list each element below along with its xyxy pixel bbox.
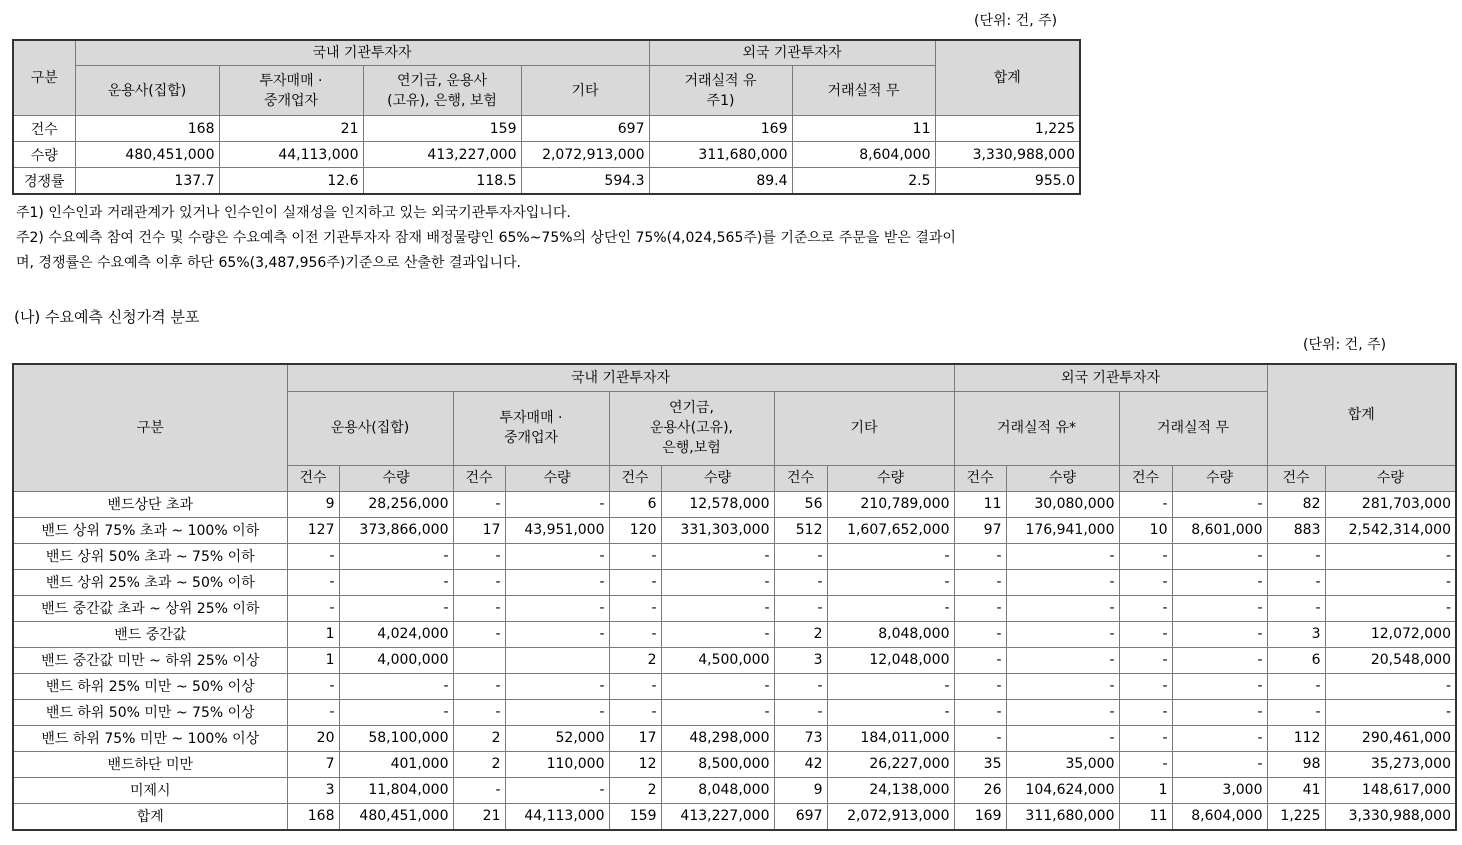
table-cell: -: [453, 777, 505, 803]
table-cell: 4,000,000: [339, 647, 453, 673]
table-row: [13, 517, 1456, 543]
table-cell: 8,601,000: [1172, 517, 1267, 543]
table-cell: 12,578,000: [661, 491, 774, 517]
table-cell: 210,789,000: [827, 491, 954, 517]
t2-subheader-0: [287, 391, 453, 465]
table-cell: -: [609, 621, 661, 647]
table-cell: -: [1172, 491, 1267, 517]
count-header: 건수: [954, 465, 1006, 491]
table-cell: 97: [954, 517, 1006, 543]
table-cell: 44,113,000: [505, 803, 609, 830]
table-cell: 2.5: [792, 168, 935, 195]
table-cell: 159: [609, 803, 661, 830]
table2-unit-label: (단위: 건, 주): [1303, 337, 1387, 353]
table-cell: 20: [287, 725, 339, 751]
table-cell: 401,000: [339, 751, 453, 777]
table-cell: 413,227,000: [661, 803, 774, 830]
table-cell: -: [954, 699, 1006, 725]
table-cell: -: [954, 647, 1006, 673]
table-cell: -: [1325, 699, 1456, 725]
table-cell: 7: [287, 751, 339, 777]
table-cell: -: [453, 699, 505, 725]
table-cell: -: [505, 621, 609, 647]
table-cell: 1,225: [935, 116, 1080, 142]
price-distribution-table: [12, 363, 1457, 831]
table-cell: -: [1325, 673, 1456, 699]
table1-unit-label: (단위: 건, 주): [974, 13, 1058, 29]
table-row: [13, 621, 1456, 647]
table-cell: 21: [219, 116, 363, 142]
table-cell: -: [954, 673, 1006, 699]
table-cell: 9: [774, 777, 827, 803]
table-cell: -: [609, 595, 661, 621]
table-cell: -: [1006, 673, 1119, 699]
table-cell: 9: [287, 491, 339, 517]
table-cell: 148,617,000: [1325, 777, 1456, 803]
table-cell: 41: [1267, 777, 1325, 803]
table-cell: -: [1172, 725, 1267, 751]
table-cell: 3,330,988,000: [935, 142, 1080, 168]
table-cell: 28,256,000: [339, 491, 453, 517]
table-cell: 30,080,000: [1006, 491, 1119, 517]
table-cell: -: [1119, 725, 1172, 751]
table-row: [13, 751, 1456, 777]
table-cell: -: [1119, 699, 1172, 725]
table-cell: 168: [287, 803, 339, 830]
table-cell: -: [661, 569, 774, 595]
table-cell: -: [827, 699, 954, 725]
table-cell: -: [827, 569, 954, 595]
table-cell: 26,227,000: [827, 751, 954, 777]
qty-header: 수량: [505, 465, 609, 491]
table-cell: 176,941,000: [1006, 517, 1119, 543]
table-cell: 480,451,000: [339, 803, 453, 830]
table-cell: -: [1172, 621, 1267, 647]
count-header: 건수: [774, 465, 827, 491]
investor-summary-table: [12, 39, 1081, 195]
table-cell: 512: [774, 517, 827, 543]
subheader-3-line: 기타: [571, 82, 599, 99]
table-cell: -: [1172, 647, 1267, 673]
table-cell: -: [505, 777, 609, 803]
header-foreign: 외국 기관투자자: [649, 40, 935, 66]
table-cell: 6: [1267, 647, 1325, 673]
footnote-2: 주2) 수요예측 참여 건수 및 수량은 수요예측 이전 기관투자자 잠재 배정물량인 65%~75%의 상단인 75%(4,024,565주)를 기준으로 주문을 받은 결과이: [16, 230, 956, 246]
t2-subheader-1: [453, 391, 609, 465]
table-cell: -: [339, 543, 453, 569]
table-cell: 127: [287, 517, 339, 543]
table-cell: 35,000: [1006, 751, 1119, 777]
row-label: 밴드 상위 75% 초과 ~ 100% 이하: [13, 517, 287, 543]
table-cell: -: [954, 569, 1006, 595]
table-cell: 17: [609, 725, 661, 751]
table-cell: 112: [1267, 725, 1325, 751]
row-label: 밴드 중간값 초과 ~ 상위 25% 이하: [13, 595, 287, 621]
footnote-1: 주1) 인수인과 거래관계가 있거나 인수인이 실재성을 인지하고 있는 외국기관투자자입니다.: [16, 205, 571, 221]
table-cell: [505, 647, 609, 673]
table-cell: -: [1119, 647, 1172, 673]
table-cell: 8,048,000: [661, 777, 774, 803]
table-cell: 48,298,000: [661, 725, 774, 751]
table-cell: 594.3: [521, 168, 649, 195]
table-row: [13, 142, 1080, 168]
table-cell: 168: [75, 116, 219, 142]
table-cell: 2,542,314,000: [1325, 517, 1456, 543]
table-cell: -: [661, 699, 774, 725]
table-cell: -: [453, 621, 505, 647]
table-cell: -: [1325, 595, 1456, 621]
table-cell: -: [661, 543, 774, 569]
table-cell: 24,138,000: [827, 777, 954, 803]
footnote-2-cont: 며, 경쟁률은 수요예측 이후 하단 65%(3,487,956주)기준으로 산출한 결과입니다.: [16, 255, 521, 271]
t2-subheader-5: [1119, 391, 1267, 465]
row-label: 밴드 상위 50% 초과 ~ 75% 이하: [13, 543, 287, 569]
row-label: 밴드 하위 75% 미만 ~ 100% 이상: [13, 725, 287, 751]
table-cell: 1,607,652,000: [827, 517, 954, 543]
table-cell: -: [505, 699, 609, 725]
row-label: 밴드 하위 25% 미만 ~ 50% 이상: [13, 673, 287, 699]
table-cell: 98: [1267, 751, 1325, 777]
subheader-0: [75, 66, 219, 116]
table-cell: 8,604,000: [1172, 803, 1267, 830]
subheader-3: [521, 66, 649, 116]
table-cell: -: [1172, 569, 1267, 595]
table-row: [13, 803, 1456, 830]
subheader-2-line: (고유), 은행, 보험: [387, 92, 497, 109]
table-cell: 120: [609, 517, 661, 543]
t2-subheader-4-line: 거래실적 유*: [996, 420, 1077, 436]
table-cell: -: [1172, 751, 1267, 777]
table-cell: 43,951,000: [505, 517, 609, 543]
table-cell: 169: [954, 803, 1006, 830]
table-cell: 89.4: [649, 168, 792, 195]
table-cell: 6: [609, 491, 661, 517]
table-cell: -: [339, 673, 453, 699]
row-label: 밴드 중간값: [13, 621, 287, 647]
table-cell: 35: [954, 751, 1006, 777]
table-cell: 3: [774, 647, 827, 673]
t2-subheader-2-line: 운용사(고유),: [650, 420, 733, 436]
table-cell: -: [827, 543, 954, 569]
table-cell: -: [1172, 595, 1267, 621]
t2-header-domestic: 국내 기관투자자: [287, 364, 954, 391]
table-cell: -: [1119, 673, 1172, 699]
table-cell: 480,451,000: [75, 142, 219, 168]
row-label: 경쟁률: [13, 168, 75, 195]
row-label: 밴드 상위 25% 초과 ~ 50% 이하: [13, 569, 287, 595]
table-cell: -: [1006, 647, 1119, 673]
row-label: 수량: [13, 142, 75, 168]
table-cell: 2,072,913,000: [521, 142, 649, 168]
table-cell: -: [287, 595, 339, 621]
table-cell: 3: [287, 777, 339, 803]
table-cell: 2: [453, 725, 505, 751]
row-label: 밴드상단 초과: [13, 491, 287, 517]
table-cell: 104,624,000: [1006, 777, 1119, 803]
table-cell: 82: [1267, 491, 1325, 517]
table-cell: -: [453, 595, 505, 621]
table-cell: -: [453, 491, 505, 517]
table-cell: 4,024,000: [339, 621, 453, 647]
count-header: 건수: [287, 465, 339, 491]
table-cell: 697: [774, 803, 827, 830]
table-cell: 8,604,000: [792, 142, 935, 168]
table-cell: 955.0: [935, 168, 1080, 195]
table-row: [13, 725, 1456, 751]
table-cell: -: [954, 543, 1006, 569]
count-header: 건수: [609, 465, 661, 491]
table-cell: 281,703,000: [1325, 491, 1456, 517]
table-cell: -: [453, 569, 505, 595]
table-cell: 8,048,000: [827, 621, 954, 647]
table-cell: -: [1267, 569, 1325, 595]
table-cell: 26: [954, 777, 1006, 803]
table-cell: 44,113,000: [219, 142, 363, 168]
table-cell: -: [1006, 725, 1119, 751]
count-header: 건수: [453, 465, 505, 491]
table-cell: -: [661, 673, 774, 699]
table-cell: 1: [287, 621, 339, 647]
qty-header: 수량: [1172, 465, 1267, 491]
table-cell: -: [1119, 491, 1172, 517]
subheader-5: [792, 66, 935, 116]
table-cell: 373,866,000: [339, 517, 453, 543]
table-cell: -: [1006, 621, 1119, 647]
table-cell: -: [1172, 543, 1267, 569]
table-cell: 11: [1119, 803, 1172, 830]
table-cell: 12.6: [219, 168, 363, 195]
table-cell: -: [954, 621, 1006, 647]
table-cell: -: [1267, 699, 1325, 725]
table-cell: 11: [954, 491, 1006, 517]
subheader-4: [649, 66, 792, 116]
t2-subheader-1-line: 중개업자: [503, 430, 559, 446]
count-header: 건수: [1119, 465, 1172, 491]
qty-header: 수량: [661, 465, 774, 491]
table-cell: -: [505, 543, 609, 569]
table-cell: -: [339, 699, 453, 725]
row-label: 건수: [13, 116, 75, 142]
table-cell: -: [1006, 543, 1119, 569]
table-cell: -: [1119, 595, 1172, 621]
table-cell: -: [287, 569, 339, 595]
table-cell: -: [774, 673, 827, 699]
t2-subheader-2-line: 연기금,: [668, 400, 715, 416]
table-cell: -: [1006, 595, 1119, 621]
table-cell: -: [609, 569, 661, 595]
table-cell: -: [1119, 751, 1172, 777]
table-cell: -: [1267, 595, 1325, 621]
table-cell: 42: [774, 751, 827, 777]
table-cell: 56: [774, 491, 827, 517]
table-cell: 10: [1119, 517, 1172, 543]
table-cell: -: [1119, 543, 1172, 569]
table-cell: 8,500,000: [661, 751, 774, 777]
subheader-1-line: 투자매매 ·: [259, 72, 323, 89]
table-cell: -: [339, 569, 453, 595]
table-cell: -: [774, 595, 827, 621]
table-cell: -: [1119, 569, 1172, 595]
table-cell: 21: [453, 803, 505, 830]
table-cell: 331,303,000: [661, 517, 774, 543]
t2-subheader-2: [609, 391, 774, 465]
qty-header: 수량: [1325, 465, 1456, 491]
t2-subheader-0-line: 운용사(집합): [330, 420, 410, 436]
table-row: [13, 491, 1456, 517]
table-cell: -: [1172, 673, 1267, 699]
table-cell: 311,680,000: [649, 142, 792, 168]
table-cell: -: [774, 699, 827, 725]
table-cell: -: [1006, 699, 1119, 725]
table-cell: -: [453, 543, 505, 569]
table-cell: 35,273,000: [1325, 751, 1456, 777]
table-cell: -: [505, 569, 609, 595]
table-cell: -: [287, 543, 339, 569]
section-title: (나) 수요예측 신청가격 분포: [14, 308, 200, 326]
row-label: 밴드 하위 50% 미만 ~ 75% 이상: [13, 699, 287, 725]
t2-subheader-1-line: 투자매매 ·: [499, 410, 563, 426]
table-cell: 11,804,000: [339, 777, 453, 803]
row-label: 미제시: [13, 777, 287, 803]
t2-header-foreign: 외국 기관투자자: [954, 364, 1267, 391]
table-row: [13, 543, 1456, 569]
table-cell: -: [505, 491, 609, 517]
table-cell: -: [609, 543, 661, 569]
table-cell: 697: [521, 116, 649, 142]
table-cell: -: [661, 595, 774, 621]
table-cell: 2: [774, 621, 827, 647]
table-cell: 3,330,988,000: [1325, 803, 1456, 830]
table-row: [13, 569, 1456, 595]
table-cell: -: [287, 673, 339, 699]
subheader-0-line: 운용사(집합): [107, 82, 187, 99]
table-cell: -: [954, 595, 1006, 621]
table-cell: 159: [363, 116, 521, 142]
t2-subheader-2-line: 은행,보험: [662, 440, 721, 456]
table-cell: 4,500,000: [661, 647, 774, 673]
table-row: [13, 777, 1456, 803]
table-row: [13, 168, 1080, 195]
header-group: 구분: [13, 40, 75, 116]
table-cell: -: [1172, 699, 1267, 725]
table-cell: 2: [609, 647, 661, 673]
qty-header: 수량: [1006, 465, 1119, 491]
table-cell: 12,072,000: [1325, 621, 1456, 647]
t2-subheader-4: [954, 391, 1119, 465]
table-cell: 11: [792, 116, 935, 142]
table-cell: -: [827, 673, 954, 699]
header-total: 합계: [935, 40, 1080, 116]
t2-subheader-3: [774, 391, 954, 465]
table-cell: 110,000: [505, 751, 609, 777]
table-cell: -: [505, 595, 609, 621]
table-cell: 883: [1267, 517, 1325, 543]
table-row: [13, 116, 1080, 142]
table-cell: 12: [609, 751, 661, 777]
row-label: 합계: [13, 803, 287, 830]
table-cell: 311,680,000: [1006, 803, 1119, 830]
table-cell: -: [287, 699, 339, 725]
subheader-4-line: 거래실적 유: [684, 72, 757, 89]
table-cell: -: [954, 725, 1006, 751]
table-cell: 20,548,000: [1325, 647, 1456, 673]
table-cell: 1: [287, 647, 339, 673]
table-cell: 52,000: [505, 725, 609, 751]
row-label: 밴드하단 미만: [13, 751, 287, 777]
table-cell: 118.5: [363, 168, 521, 195]
table-cell: 2: [609, 777, 661, 803]
t2-subheader-3-line: 기타: [850, 420, 878, 436]
table-cell: -: [339, 595, 453, 621]
qty-header: 수량: [339, 465, 453, 491]
table-cell: -: [661, 621, 774, 647]
table-cell: 290,461,000: [1325, 725, 1456, 751]
table-row: [13, 595, 1456, 621]
subheader-4-line: 주1): [706, 92, 735, 109]
table-cell: 3: [1267, 621, 1325, 647]
table-cell: -: [1325, 569, 1456, 595]
subheader-2: [363, 66, 521, 116]
table-cell: 58,100,000: [339, 725, 453, 751]
table-cell: 184,011,000: [827, 725, 954, 751]
table-cell: 73: [774, 725, 827, 751]
table-cell: -: [505, 673, 609, 699]
t2-subheader-5-line: 거래실적 무: [1156, 420, 1230, 436]
table-row: [13, 673, 1456, 699]
table-cell: 3,000: [1172, 777, 1267, 803]
table-cell: -: [609, 673, 661, 699]
count-header: 건수: [1267, 465, 1325, 491]
table-cell: 1,225: [1267, 803, 1325, 830]
table-cell: -: [1267, 673, 1325, 699]
table-cell: [453, 647, 505, 673]
table-cell: -: [774, 569, 827, 595]
header-domestic: 국내 기관투자자: [75, 40, 649, 66]
subheader-1: [219, 66, 363, 116]
subheader-2-line: 연기금, 운용사: [396, 72, 488, 89]
table-cell: -: [609, 699, 661, 725]
table-row: [13, 647, 1456, 673]
table-cell: -: [827, 595, 954, 621]
table-cell: 2: [453, 751, 505, 777]
table-cell: 169: [649, 116, 792, 142]
t2-header-total: 합계: [1267, 364, 1456, 465]
table-cell: 1: [1119, 777, 1172, 803]
t2-header-group: 구분: [13, 364, 287, 491]
subheader-5-line: 거래실적 무: [827, 82, 900, 99]
row-label: 밴드 중간값 미만 ~ 하위 25% 이상: [13, 647, 287, 673]
table-row: [13, 699, 1456, 725]
table-cell: 17: [453, 517, 505, 543]
qty-header: 수량: [827, 465, 954, 491]
table-cell: 12,048,000: [827, 647, 954, 673]
subheader-1-line: 중개업자: [263, 92, 319, 109]
table-cell: -: [1325, 543, 1456, 569]
table-cell: -: [1267, 543, 1325, 569]
table-cell: -: [1119, 621, 1172, 647]
table-cell: 137.7: [75, 168, 219, 195]
table-cell: -: [1006, 569, 1119, 595]
table-cell: 2,072,913,000: [827, 803, 954, 830]
table-cell: 413,227,000: [363, 142, 521, 168]
table-cell: -: [453, 673, 505, 699]
table-cell: -: [774, 543, 827, 569]
